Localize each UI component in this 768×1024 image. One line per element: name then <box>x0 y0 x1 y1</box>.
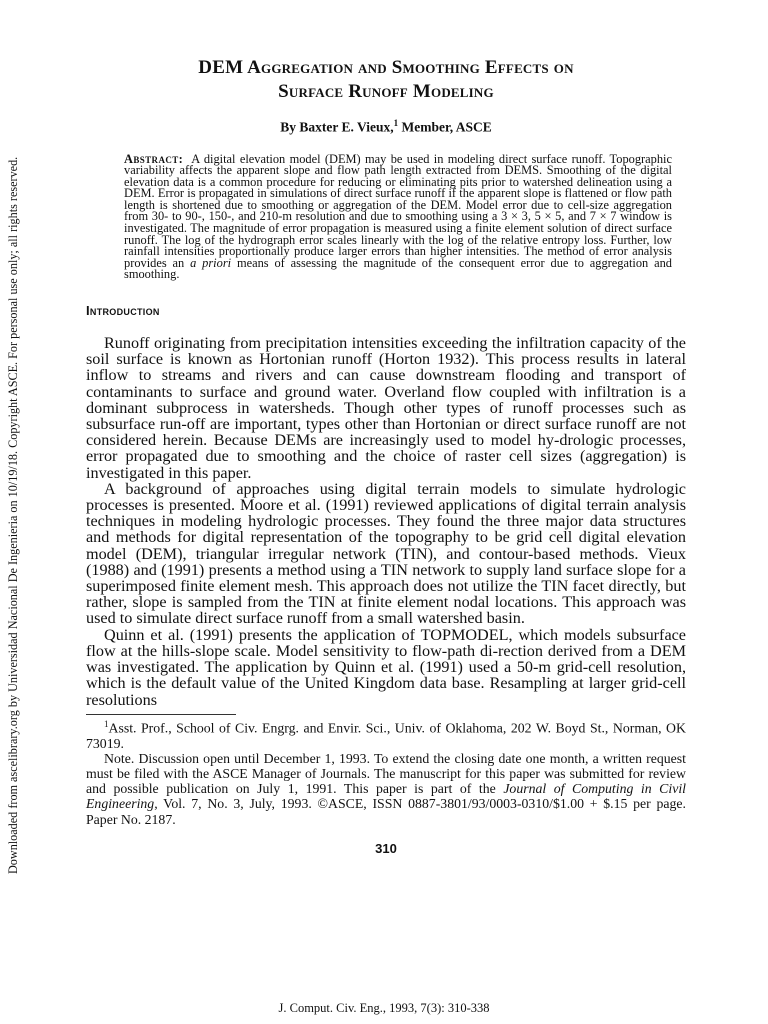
download-watermark: Downloaded from ascelibrary.org by Universidad Nacional De Ingenieria on 10/19/18. Copyright ASCE. For personal use only; all rights reserved. <box>6 156 20 874</box>
footnote-discussion-note <box>86 751 686 827</box>
paragraph: Quinn et al. (1991) presents the application of TOPMODEL, which models subsurface flow at the hills-slope scale. Model sensitivity to flow-path di-rection derived from a DEM was investigated. The application by Quinn et al. (1991) used a 50-m grid-cell resolution, which is the default value of the United Kingdom data base. Resampling at larger grid-cell resolutions <box>86 625 686 709</box>
paragraph: A background of approaches using digital terrain models to simulate hydrologic processes is presented. Moore et al. (1991) reviewed applications of digital terrain analysis techniques in modeling hydrologic processes. They found the three major data structures and methods for digital representation of the topography to be grid cell digital elevation model (DEM), triangular irregular network (TIN), and contour-based methods. Vieux (1988) and (1991) presents a method using a TIN network to supply land surface slope for a superimposed finite element mesh. This approach does not utilize the TIN facet directly, but rather, slope is sampled from the TIN at finite element nodal locations. This approach was used to simulate direct surface runoff from a small watershed basin. <box>86 479 686 628</box>
abstract <box>124 151 673 282</box>
footnote-note-part2: , Vol. 7, No. 3, July, 1993. ©ASCE, ISSN 0887-3801/93/0003-0310/$1.00 + $.15 per page. Paper No. 2187. <box>86 796 686 827</box>
footnote-mark: 1 <box>104 718 109 729</box>
footnote-note-part1: Note. Discussion open until December 1, 1993. To extend the closing date one month, a written request must be filed with the ASCE Manager of Journals. The manuscript for this paper was submitted for review and possible publication on July 1, 1991. This paper is part of the <box>86 750 686 797</box>
author-byline <box>86 118 686 136</box>
footnote-affiliation-text: Asst. Prof., School of Civ. Engrg. and Envir. Sci., Univ. of Oklahoma, 202 W. Boyd St., Norman, OK 73019. <box>86 720 686 751</box>
section-heading-introduction: Introduction <box>86 303 160 319</box>
footnote-divider <box>86 714 236 715</box>
page-number: 310 <box>375 840 397 856</box>
abstract-text-part2: means of assessing the magnitude of the consequent error due to aggregation and smoothing. <box>124 255 673 282</box>
title-line-1: DEM Aggregation and Smoothing Effects on <box>198 57 574 78</box>
article-title <box>86 56 686 104</box>
footnote-affiliation <box>86 717 686 751</box>
abstract-text-part1: A digital elevation model (DEM) may be used in modeling direct surface runoff. Topographic variability affects the apparent slope and flow path length extracted from DEMS. Smoothing of the digital elevation data is a common procedure for reducing or eliminating pits prior to watershed delineation using a DEM. Error is propagated in simulations of direct surface runoff if the apparent slope is flattened or flow path length is shortened due to smoothing or aggregation of the DEM. Model error due to cell-size aggregation from 30- to 90-, 150-, and 210-m resolution and due to smoothing using a 3 × 3, 5 × 5, and 7 × 7 window is investigated. The magnitude of error propagation is measured using a finite element solution of direct surface runoff. The log of the hydrograph error scales linearly with the log of the relative entropy loss. Further, low rainfall intensities proportionally produce larger errors than higher intensities. The method of error analysis provides an <box>124 151 673 270</box>
abstract-label: Abstract: <box>124 151 184 166</box>
introduction-body <box>86 335 686 708</box>
paragraph: Runoff originating from precipitation intensities exceeding the infiltration capacity of the soil surface is known as Hortonian runoff (Horton 1932). This process results in lateral inflow to streams and rivers and can cause downstream flooding and transport of contaminants to surface and ground water. Overland flow coupled with infiltration is a dominant subprocess in watersheds. Though other types of runoff processes such as subsurface run-off are important, types other than Hortonian or direct surface runoff are not considered herein. Because DEMs are increasingly used to model hy-drologic processes, error propagated due to smoothing and the choice of raster cell sizes (aggregation) is investigated in this paper. <box>86 334 686 482</box>
byline-footnote-mark: 1 <box>393 118 399 128</box>
footnotes <box>86 717 686 827</box>
journal-name: Journal of Computing in Civil Engineering <box>86 781 686 812</box>
byline-name: By Baxter E. Vieux, <box>280 119 394 135</box>
title-line-2: Surface Runoff Modeling <box>278 81 494 102</box>
article-page <box>86 56 686 856</box>
abstract-italic-term: a priori <box>190 255 232 270</box>
journal-citation: J. Comput. Civ. Eng., 1993, 7(3): 310-338 <box>278 1001 490 1015</box>
byline-affiliation: Member, ASCE <box>398 119 492 135</box>
